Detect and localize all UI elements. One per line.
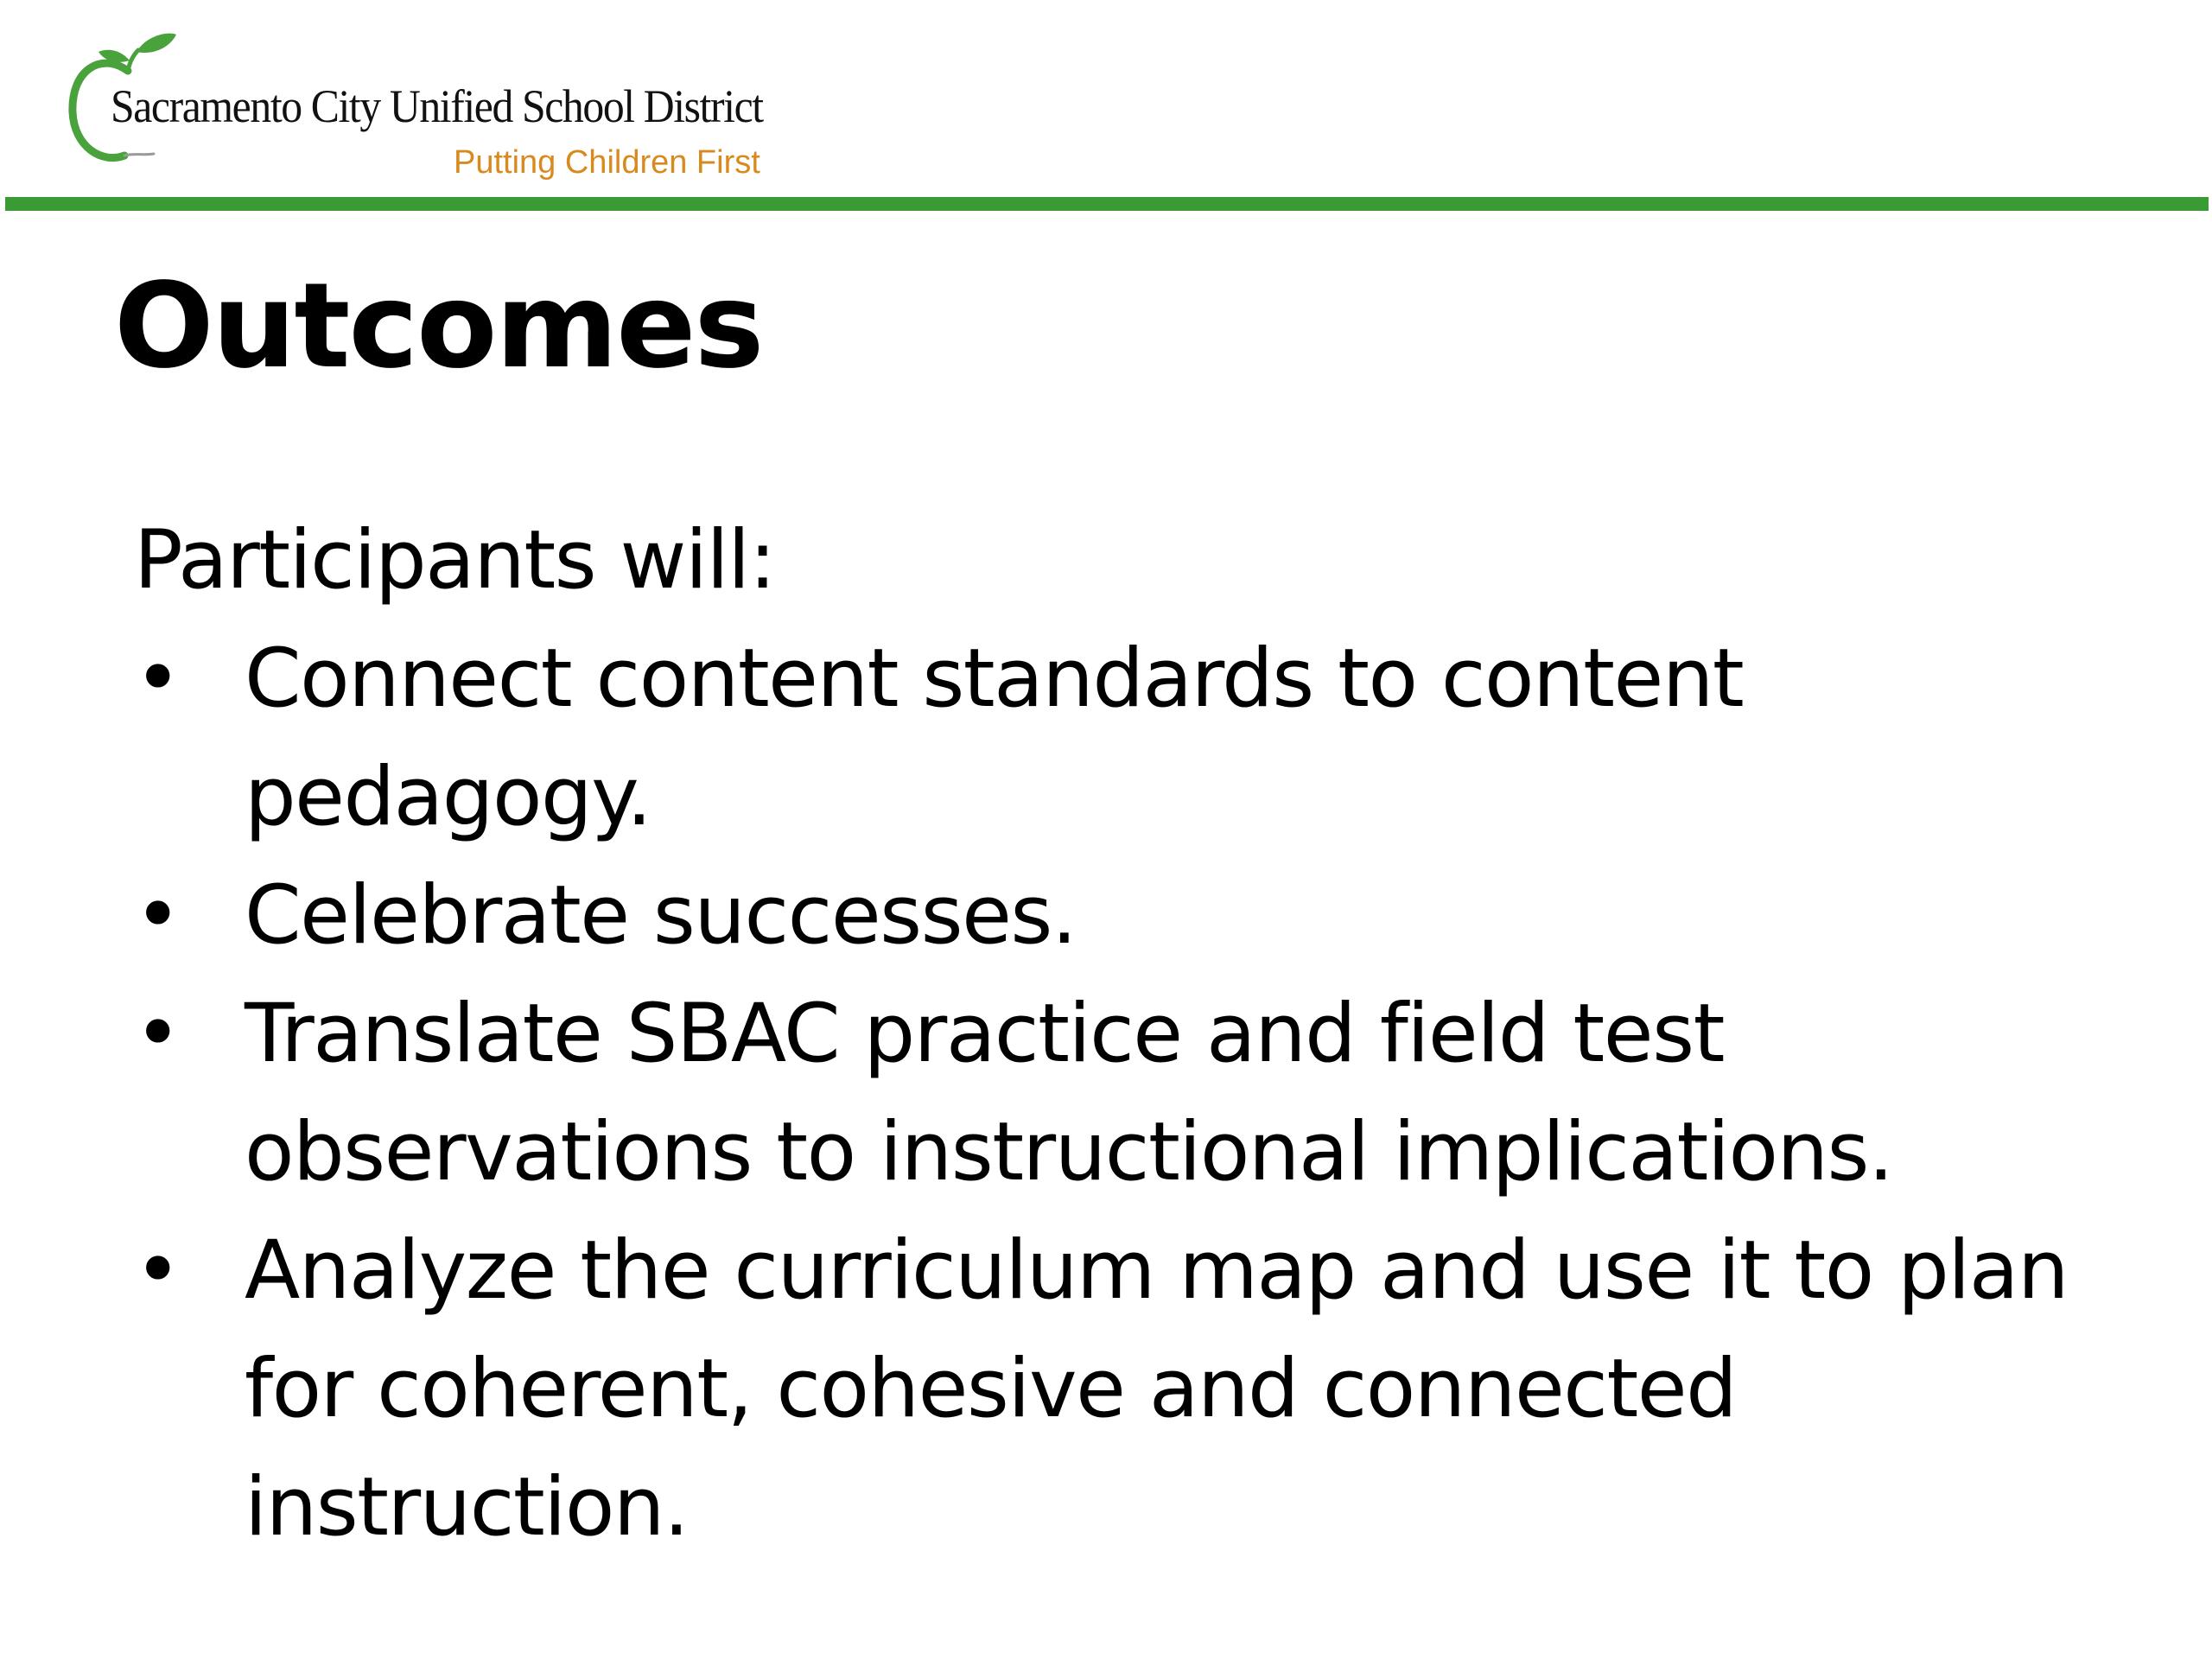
district-name: Sacramento City Unified School District — [111, 80, 763, 132]
outcomes-list — [134, 620, 2121, 1567]
bullet-icon: • — [134, 868, 181, 963]
bullet-icon: • — [134, 987, 181, 1081]
intro-text: Participants will: — [134, 513, 775, 607]
district-logo — [67, 26, 810, 190]
bullet-icon: • — [134, 632, 181, 726]
slide-body — [134, 501, 2121, 1567]
list-item-text: Celebrate successes. — [245, 868, 1077, 963]
district-tagline: Putting Children First — [454, 144, 760, 181]
list-item — [134, 620, 2121, 856]
list-item-text: Translate SBAC practice and field test observations to instructional implications. — [245, 987, 1893, 1199]
list-item — [134, 856, 2121, 975]
header-divider — [5, 197, 2209, 211]
list-item-text: Connect content standards to content pedagogy. — [245, 632, 1744, 844]
slide-title: Outcomes — [114, 258, 763, 395]
list-item-text: Analyze the curriculum map and use it to plan for coherent, cohesive and connected instruction. — [245, 1224, 2069, 1554]
list-item — [134, 975, 2121, 1211]
bullet-icon: • — [134, 1224, 181, 1318]
list-item — [134, 1211, 2121, 1567]
